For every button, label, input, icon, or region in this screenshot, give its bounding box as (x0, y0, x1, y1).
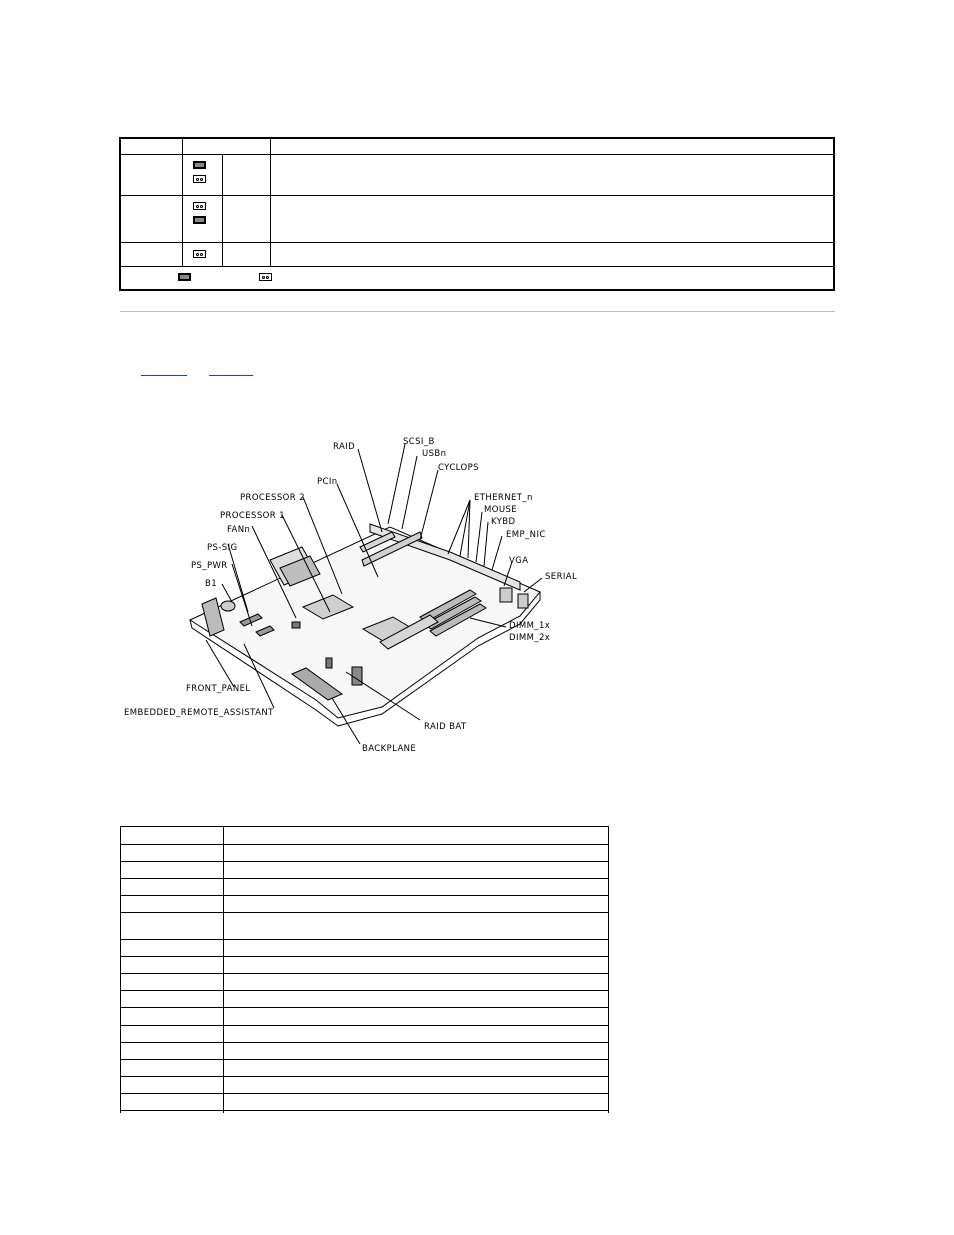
connector-table-row-rule (120, 1025, 609, 1026)
jumper-table-header-rule (120, 154, 834, 155)
label-cyclops: CYCLOPS (438, 463, 479, 473)
jumper-table-col-rule (270, 138, 271, 266)
label-usb: USBn (422, 449, 447, 459)
connector-table-row-rule (120, 878, 609, 879)
connector-table (120, 826, 609, 1113)
jumper-table-col-rule (182, 138, 183, 266)
label-embedded-remote-assistant: EMBEDDED_REMOTE_ASSISTANT (124, 708, 274, 718)
jumper-jumpered-icon (193, 161, 206, 169)
link-underline[interactable] (209, 375, 253, 376)
label-fan: FANn (227, 525, 251, 535)
connector-table-row-rule (120, 1076, 609, 1077)
legend-jumpered-icon (178, 273, 191, 281)
jumper-unjumpered-icon (193, 175, 206, 183)
label-pci: PCIn (317, 477, 338, 487)
label-scsi-b: SCSI_B (403, 437, 435, 447)
jumper-table-row-rule (120, 242, 834, 243)
label-b1: B1 (205, 579, 218, 589)
label-processor-1: PROCESSOR 1 (220, 511, 285, 521)
connector-table-row-rule (120, 1042, 609, 1043)
label-dimm-2: DIMM_2x (509, 633, 551, 643)
jumper-table-row-rule (120, 266, 834, 267)
connector-table-row-rule (120, 912, 609, 913)
label-kybd: KYBD (491, 517, 516, 527)
jumper-unjumpered-icon (193, 202, 206, 210)
connector-table-row-rule (120, 1110, 609, 1111)
label-raid: RAID (333, 442, 356, 452)
label-ps-pwr: PS_PWR (191, 561, 228, 571)
label-mouse: MOUSE (484, 505, 518, 515)
connector-table-row-rule (120, 990, 609, 991)
system-board-diagram (120, 432, 590, 762)
jumper-unjumpered-icon (193, 250, 206, 258)
legend-unjumpered-icon (259, 273, 272, 281)
label-ps-sig: PS-SIG (207, 543, 238, 553)
jumper-table-border (119, 137, 835, 291)
link-underline[interactable] (141, 375, 187, 376)
connector-table-row-rule (120, 956, 609, 957)
connector-table-col-rule (223, 826, 224, 1113)
label-ethernet: ETHERNET_n (474, 493, 533, 503)
connector-table-row-rule (120, 1093, 609, 1094)
label-serial: SERIAL (545, 572, 578, 582)
label-backplane: BACKPLANE (362, 744, 417, 754)
connector-table-border (120, 826, 609, 1113)
connector-table-header-rule (120, 844, 609, 845)
jumper-table-row-rule (120, 195, 834, 196)
jumper-table-col-rule (222, 155, 223, 266)
label-raid-bat: RAID BAT (424, 722, 467, 732)
connector-table-row-rule (120, 895, 609, 896)
connector-table-row-rule (120, 1059, 609, 1060)
label-processor-2: PROCESSOR 2 (240, 493, 305, 503)
section-divider (120, 311, 835, 312)
label-vga: VGA (509, 556, 529, 566)
connector-table-row-rule (120, 939, 609, 940)
label-emp-nic: EMP_NIC (506, 530, 546, 540)
jumper-jumpered-icon (193, 216, 206, 224)
connector-table-row-rule (120, 861, 609, 862)
system-board-figure (120, 432, 590, 762)
label-front-panel: FRONT_PANEL (186, 684, 251, 694)
connector-table-row-rule (120, 1007, 609, 1008)
connector-table-row-rule (120, 973, 609, 974)
label-dimm-1: DIMM_1x (509, 621, 551, 631)
